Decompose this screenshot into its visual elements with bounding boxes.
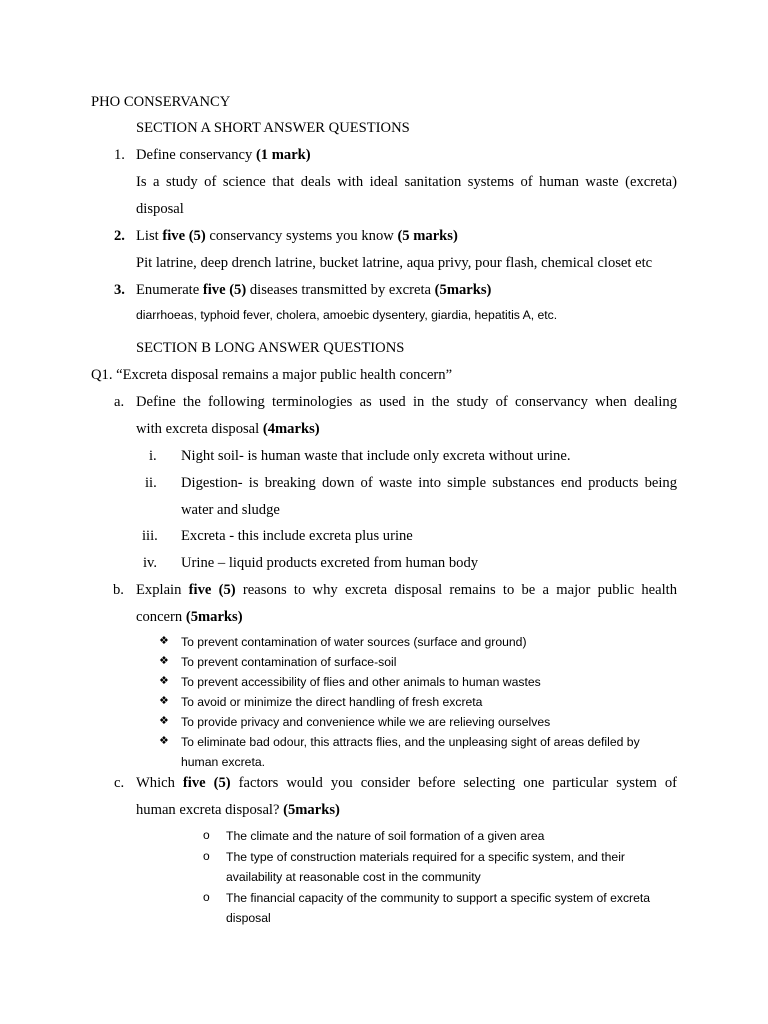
term-night-soil: Night soil- is human waste that include only excreta without urine. bbox=[181, 448, 571, 464]
q3-question: Enumerate five (5) diseases transmitted by excreta (5marks) bbox=[136, 282, 492, 298]
part-c-line1: Which five (5) factors would you consider before selecting one particular system of bbox=[136, 775, 677, 791]
diamond-bullet-icon: ❖ bbox=[159, 634, 169, 647]
circle-bullet-icon: o bbox=[203, 849, 210, 863]
circle-bullet-icon: o bbox=[203, 828, 210, 842]
reason-item: To provide privacy and convenience while we are relieving ourselves bbox=[181, 715, 551, 729]
roman-numeral: ii. bbox=[145, 475, 157, 491]
part-a-label: a. bbox=[114, 394, 125, 410]
part-a-line2: with excreta disposal (4marks) bbox=[136, 421, 320, 437]
part-b-line1: Explain five (5) reasons to why excreta disposal remains to be a major public health bbox=[136, 582, 677, 598]
diamond-bullet-icon: ❖ bbox=[159, 654, 169, 667]
term-digestion-cont: water and sludge bbox=[181, 502, 280, 518]
part-c-line2: human excreta disposal? (5marks) bbox=[136, 802, 340, 818]
q2-answer: Pit latrine, deep drench latrine, bucket latrine, aqua privy, pour flash, chemical closet etc bbox=[136, 255, 653, 271]
diamond-bullet-icon: ❖ bbox=[159, 714, 169, 727]
section-a-heading: SECTION A SHORT ANSWER QUESTIONS bbox=[136, 120, 410, 136]
part-c-label: c. bbox=[114, 775, 125, 791]
factor-item-cont: availability at reasonable cost in the community bbox=[226, 870, 481, 884]
term-digestion: Digestion- is breaking down of waste into simple substances end products being bbox=[181, 475, 677, 491]
q1-answer-line2: disposal bbox=[136, 201, 184, 217]
roman-numeral: iv. bbox=[143, 555, 158, 571]
term-urine: Urine – liquid products excreted from human body bbox=[181, 555, 479, 571]
factor-item: The financial capacity of the community to support a specific system of excreta bbox=[226, 891, 651, 905]
term-excreta: Excreta - this include excreta plus urine bbox=[181, 528, 413, 544]
reason-item: To prevent contamination of water sources (surface and ground) bbox=[181, 635, 527, 649]
diamond-bullet-icon: ❖ bbox=[159, 734, 169, 747]
q1-number: 1. bbox=[114, 147, 125, 163]
roman-numeral: iii. bbox=[142, 528, 158, 544]
long-question-1: Q1. “Excreta disposal remains a major public health concern” bbox=[91, 367, 453, 383]
q2-question: List five (5) conservancy systems you know (5 marks) bbox=[136, 228, 458, 244]
factor-item: The climate and the nature of soil formation of a given area bbox=[226, 829, 545, 843]
reason-item: To avoid or minimize the direct handling of fresh excreta bbox=[181, 695, 483, 709]
part-b-line2: concern (5marks) bbox=[136, 609, 243, 625]
factor-item-cont: disposal bbox=[226, 911, 271, 925]
part-b-label: b. bbox=[113, 582, 124, 598]
reason-item: To prevent contamination of surface-soil bbox=[181, 655, 397, 669]
part-a-line1: Define the following terminologies as used in the study of conservancy when dealing bbox=[136, 394, 677, 410]
document-title: PHO CONSERVANCY bbox=[91, 94, 231, 110]
q2-number: 2. bbox=[114, 228, 125, 244]
diamond-bullet-icon: ❖ bbox=[159, 674, 169, 687]
q1-question: Define conservancy (1 mark) bbox=[136, 147, 311, 163]
roman-numeral: i. bbox=[149, 448, 157, 464]
section-b-heading: SECTION B LONG ANSWER QUESTIONS bbox=[136, 340, 405, 356]
diamond-bullet-icon: ❖ bbox=[159, 694, 169, 707]
reason-item: To eliminate bad odour, this attracts flies, and the unpleasing sight of areas defiled by bbox=[181, 735, 640, 749]
circle-bullet-icon: o bbox=[203, 890, 210, 904]
factor-item: The type of construction materials required for a specific system, and their bbox=[226, 850, 625, 864]
reason-item: To prevent accessibility of flies and other animals to human wastes bbox=[181, 675, 541, 689]
q1-answer-line1: Is a study of science that deals with ideal sanitation systems of human waste (excreta) bbox=[136, 174, 677, 190]
reason-item-cont: human excreta. bbox=[181, 755, 266, 769]
q3-number: 3. bbox=[114, 282, 125, 298]
q3-answer: diarrhoeas, typhoid fever, cholera, amoebic dysentery, giardia, hepatitis A, etc. bbox=[136, 308, 558, 322]
